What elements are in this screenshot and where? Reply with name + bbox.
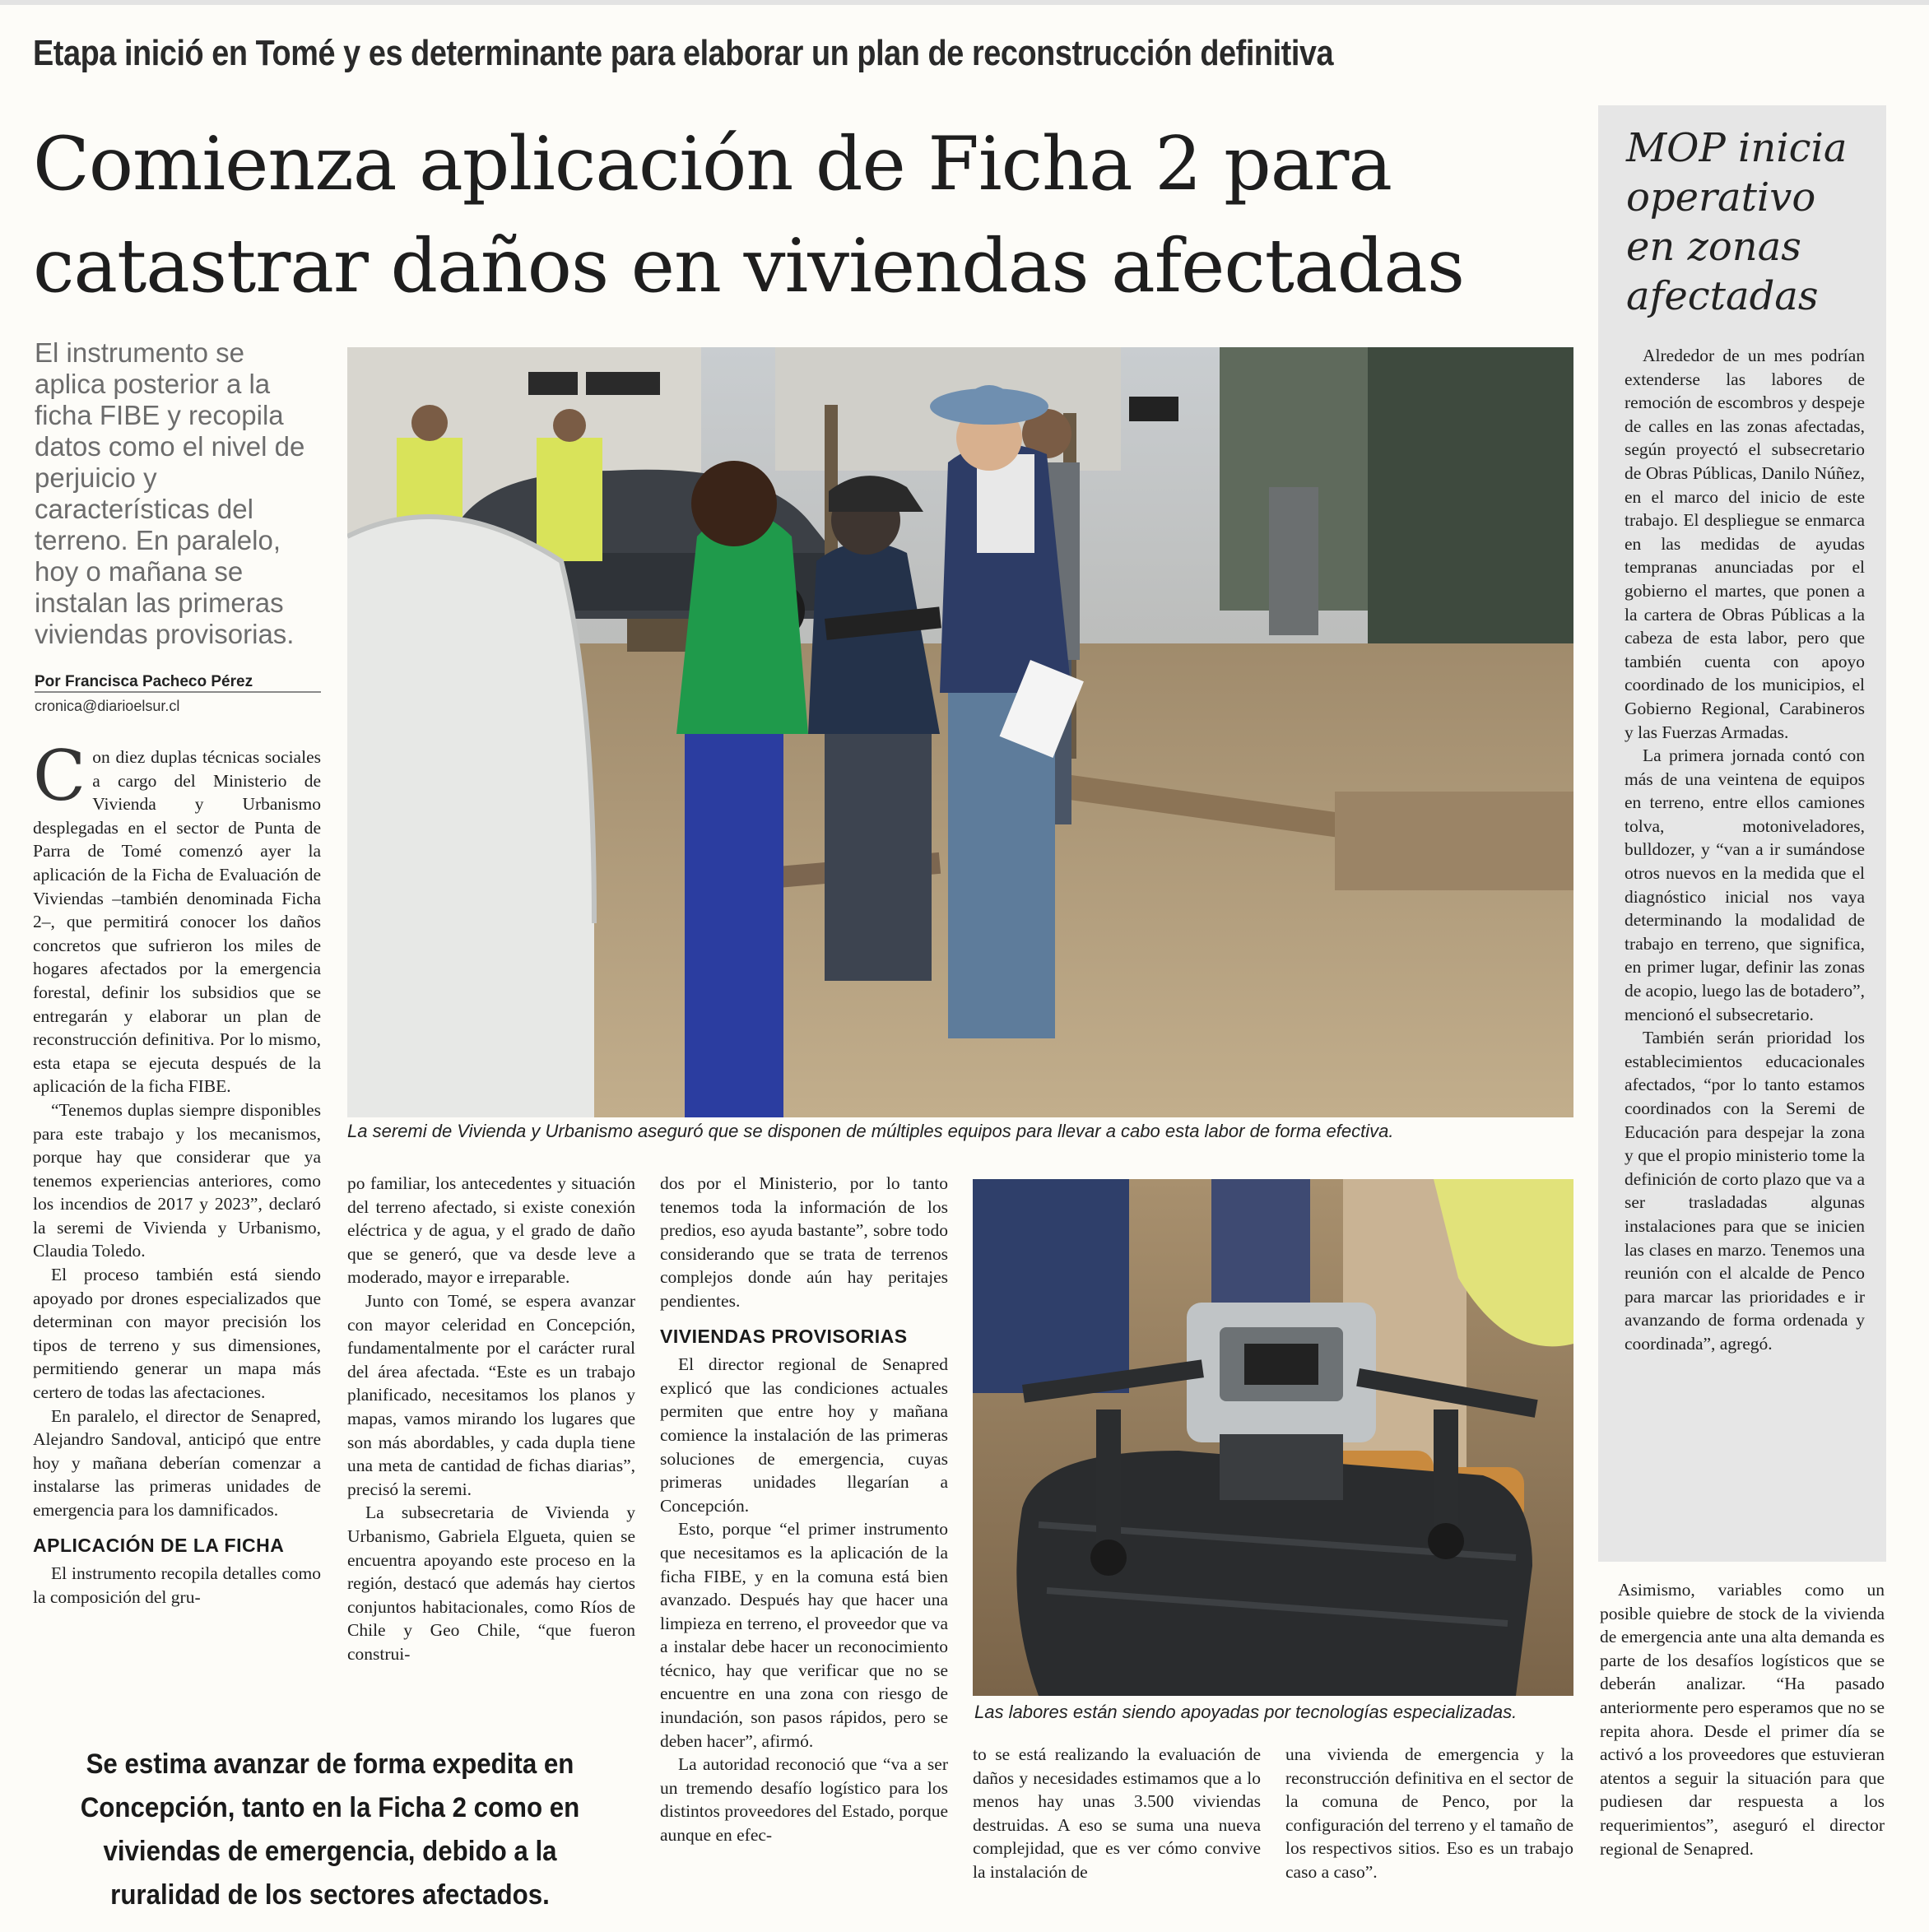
byline: Por Francisca Pacheco Pérez — [35, 673, 253, 690]
col2-paragraph-1: po familiar, los antecedentes y situación del terreno afectado, si existe conexión eléctrica y de agua, y el grado de daño que se generó, que va desde leve a moderado, mayor e irreparable. — [347, 1173, 635, 1288]
kicker: Etapa inició en Tomé y es determinante para elaborar un plan de reconstrucción definitiva — [33, 33, 1334, 73]
col5-paragraph-1: una vivienda de emergencia y la reconstrucción definitiva en el sector de la comuna de Penco, por la configuración del terreno y el tamaño de los respectivos sitios. Eso es un trabajo caso a caso”. — [1285, 1744, 1573, 1882]
drone-photo — [973, 1179, 1573, 1696]
col1-paragraph-5: El instrumento recopila detalles como la composición del gru- — [33, 1563, 321, 1607]
subhead-aplicacion: APLICACIÓN DE LA FICHA — [33, 1534, 285, 1556]
main-photo-caption: La seremi de Vivienda y Urbanismo aseguró que se disponen de múltiples equipos para llevar a cabo esta labor de forma efectiva. — [347, 1121, 1394, 1141]
main-photo — [347, 347, 1573, 1117]
col3-paragraph-2: El director regional de Senapred explicó que las condiciones actuales permiten que entre hoy y mañana comience la instalación de las primeras soluciones de emergencia, cuyas primeras unidades llegarían a Concepción. — [660, 1354, 948, 1516]
col6-paragraph-1: Asimismo, variables como un posible quiebre de stock de la vivienda de emergencia ante una alta demanda es parte de los desafíos logísticos que se deberán analizar. “Ha pasado anteriormente pero esperamos que no se repita ahora. Desde el primer día se activó a los proveedores que estuvieran atentos a seguir la situación para que pudiesen dar respuesta a los requerimientos”, aseguró el director regional de Senapred. — [1600, 1580, 1885, 1859]
article-column-3 — [660, 1172, 948, 1847]
col3-paragraph-1: dos por el Ministerio, por lo tanto tenemos toda la información de los predios, eso ayuda bastante”, sobre todo considerando que se trata de terrenos complejos donde aún hay peritajes pendientes. — [660, 1173, 948, 1311]
drop-cap: C — [33, 736, 86, 816]
sidebar-title: MOP inicia operativo en zonas afectadas — [1626, 125, 1848, 319]
drone-photo-illustration — [973, 1179, 1573, 1696]
drone-photo-caption: Las labores están siendo apoyadas por tecnologías especializadas. — [974, 1702, 1518, 1722]
col2-paragraph-3: La subsecretaria de Vivienda y Urbanismo, Gabriela Elgueta, quien se encuentra apoyando este proceso en la región, destacó que además hay ciertos conjuntos habitacionales, como Ríos de Chile y Geo Chile, “que fueron construi- — [347, 1502, 635, 1664]
col1-paragraph-3: El proceso también está siendo apoyado por drones especializados que determinan con mayor precisión los tipos de terreno y sus dimensiones, permitiendo generar un mapa más certero de todas las afectaciones. — [33, 1265, 321, 1403]
lead-paragraph: El instrumento se aplica posterior a la ficha FIBE y recopila datos como el nivel de perjuicio y características del terreno. En paralelo, hoy o mañana se instalan las primeras viviendas provisorias. — [35, 337, 305, 649]
headline-line-2: catastrar daños en viviendas afectadas — [33, 223, 1465, 309]
col1-paragraph-1-text: on diez duplas técnicas sociales a cargo del Ministerio de Vivienda y Urbanismo desplegadas en el sector de Punta de Parra de Tomé comenzó ayer la aplicación de la Ficha de Evaluación de Viviendas –también denominada Ficha 2–, que permitirá conocer los daños concretos que sufrieron los miles de hogares afectados por la emergencia forestal, definir los subsidios que se entregarán y elaborar un plan de reconstrucción definitiva. Por lo mismo, esta etapa se ejecuta después de la aplicación de la ficha FIBE. — [33, 747, 321, 1097]
col3-paragraph-4: La autoridad reconoció que “va a ser un tremendo desafío logístico para los distintos proveedores del Estado, porque aunque en efec- — [660, 1754, 948, 1846]
headline — [33, 114, 1597, 318]
pull-quote: Se estima avanzar de forma expedita en Concepción, tanto en la Ficha 2 como en viviendas de emergencia, debido a la ruralidad de los sectores afectados. — [80, 1749, 580, 1911]
sidebar-paragraph-2: La primera jornada contó con más de una veintena de equipos en terreno, entre ellos camiones tolva, motoniveladores, bulldozer, y “van a ir sumándose otros nuevos en la medida que el diagnóstico inicial nos vaya determinando la modalidad de trabajo en terreno, que significa, en primer lugar, definir las zonas de acopio, luego las de botadero”, mencionó el subsecretario. — [1625, 745, 1865, 1024]
col4-paragraph-1: to se está realizando la evaluación de daños y necesidades estimamos que a lo menos hay unas 3.500 viviendas destruidas. A eso se suma una nueva complejidad, que es ver cómo convive la instalación de — [973, 1744, 1261, 1882]
article-column-6 — [1600, 1578, 1885, 1860]
sidebar-paragraph-3: También serán prioridad los establecimientos educacionales afectados, “por lo tanto estamos coordinados con la Seremi de Educación para despejar la zona y que el propio ministerio tome la definición de corto plazo que va a ser trasladadas algunas instalaciones para que se inicien las clases en marzo. Tenemos una reunión con el alcalde de Penco para marcar las prioridades e ir avanzando de forma ordenada y coordinada”, agregó. — [1625, 1028, 1865, 1354]
col3-paragraph-3: Esto, porque “el primer instrumento que necesitamos es la aplicación de la ficha FIBE, y en la comuna está bien avanzado. Después hay que hacer una limpieza en terreno, el proveedor que va a instalar debe hacer un reconocimiento técnico, hay que verificar que no se encuentre en una zona con riesgo de inundación, son pasos rápidos, pero se deben hacer”, afirmó. — [660, 1519, 948, 1751]
top-rule — [0, 0, 1929, 5]
headline-line-1: Comienza aplicación de Ficha 2 para — [33, 121, 1392, 207]
col2-paragraph-2: Junto con Tomé, se espera avanzar con mayor celeridad en Concepción, fundamentalmente por el carácter rural del área afectada. “Este es un trabajo planificado, necesitamos los planos y mapas, vamos mirando los lugares que son más abordables, y cada dupla tiene una meta de cantidad de fichas diarias”, precisó la seremi. — [347, 1290, 635, 1499]
col1-paragraph-2: “Tenemos duplas siempre disponibles para este trabajo y los mecanismos, porque hay que considerar que ya tenemos experiencias anteriores, como los incendios de 2017 y 2023”, declaró la seremi de Vivienda y Urbanismo, Claudia Toledo. — [33, 1099, 321, 1261]
sidebar-body — [1625, 344, 1865, 1356]
article-column-4 — [973, 1743, 1261, 1884]
article-column-2 — [347, 1172, 635, 1665]
byline-rule — [35, 691, 321, 693]
col1-paragraph-1 — [33, 736, 321, 1098]
main-photo-illustration — [347, 347, 1573, 1117]
author-email: cronica@diarioelsur.cl — [35, 698, 180, 714]
street-sign — [1129, 397, 1178, 421]
col1-paragraph-4: En paralelo, el director de Senapred, Alejandro Sandoval, anticipó que entre hoy y mañana deberían comenzar a instalarse las primeras unidades de emergencia para los damnificados. — [33, 1405, 321, 1520]
article-column-5 — [1285, 1743, 1573, 1884]
sidebar-paragraph-1: Alrededor de un mes podrían extenderse las labores de remoción de escombros y despeje de calles en las zonas afectadas, según proyectó el subsecretario de Obras Públicas, Danilo Núñez, en el marco del inicio de este trabajo. El despliegue se enmarca en las medidas de ayudas tempranas anunciadas por el gobierno el martes, que ponen a la cartera de Obras Públicas a la cabeza de esta labor, pero que también cuenta con apoyo coordinado de los municipios, el Gobierno Regional, Carabineros y las Fuerzas Armadas. — [1625, 346, 1865, 742]
subhead-viviendas: VIVIENDAS PROVISORIAS — [660, 1325, 908, 1347]
article-column-1 — [33, 736, 321, 1609]
